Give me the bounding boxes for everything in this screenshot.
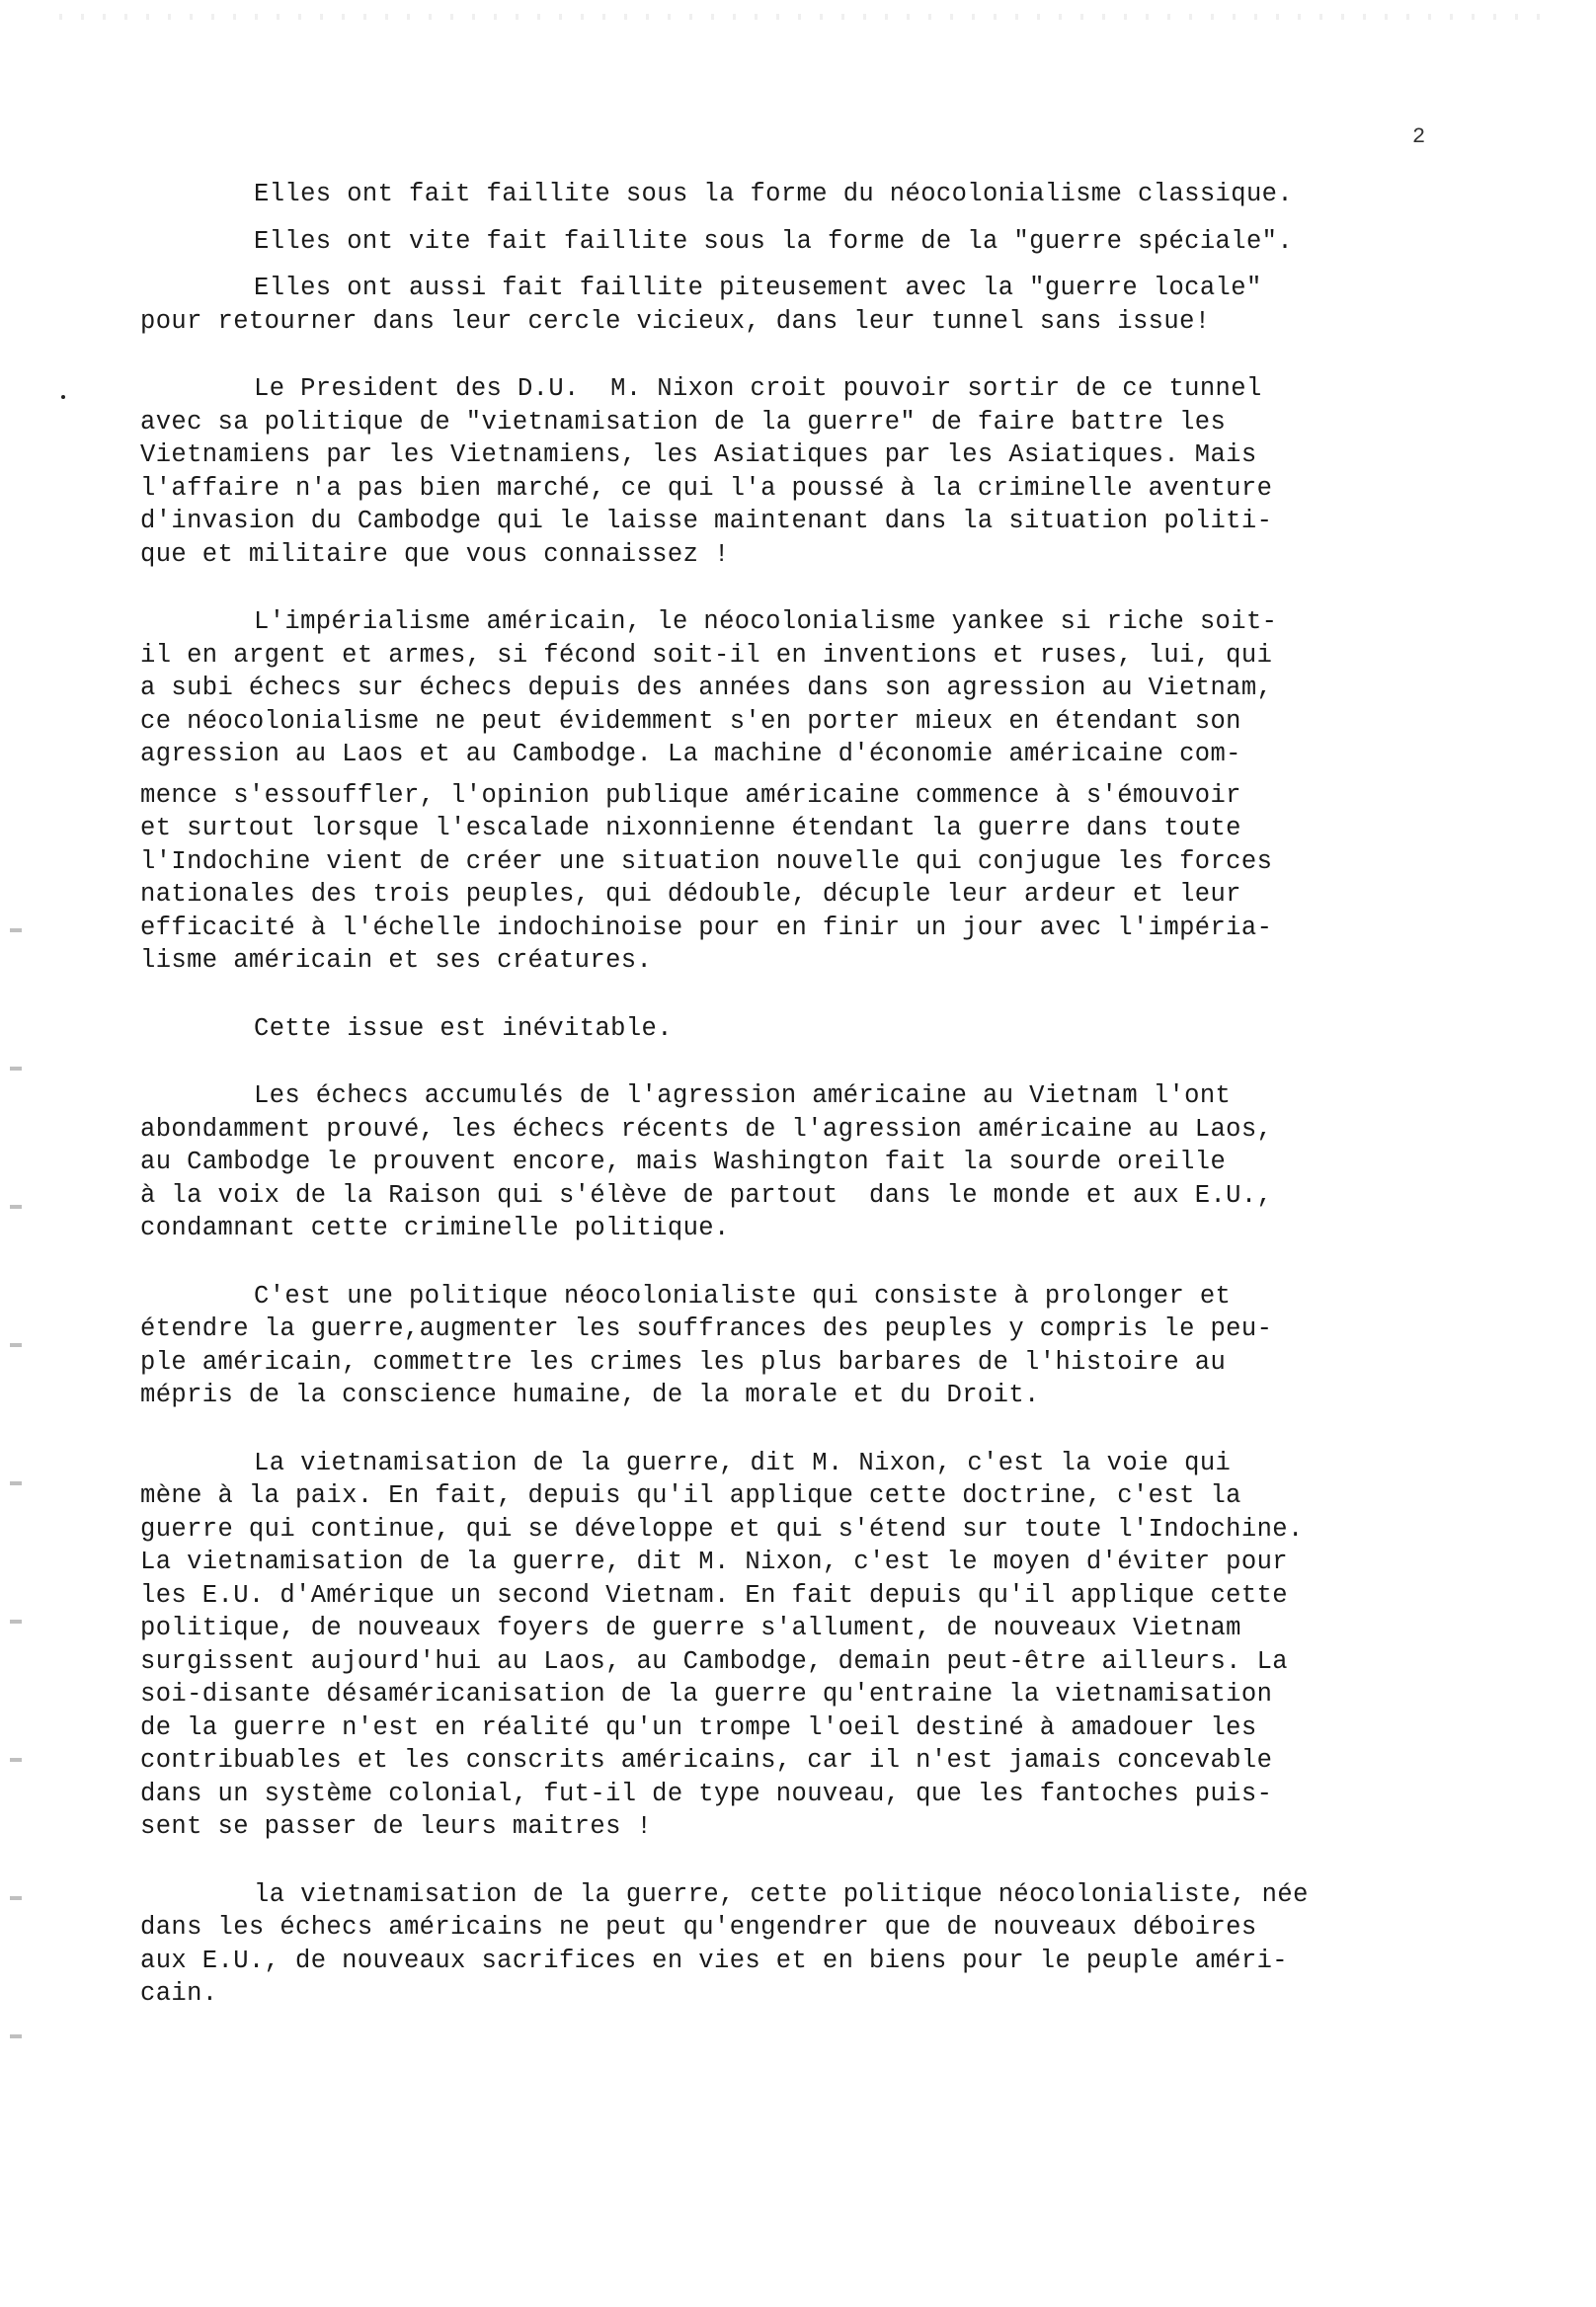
text-line: Elles ont vite fait faillite sous la forme de la "guerre spéciale". xyxy=(254,226,1294,256)
scan-noise xyxy=(59,14,1541,20)
text-line: abondamment prouvé, les échecs récents de l'agression américaine au Laos, xyxy=(140,1114,1273,1144)
text-line: avec sa politique de "vietnamisation de la guerre" de faire battre les xyxy=(140,407,1227,437)
text-line: La vietnamisation de la guerre, dit M. Nixon, c'est la voie qui xyxy=(254,1448,1232,1477)
paragraph xyxy=(140,1079,1493,1245)
text-line: et surtout lorsque l'escalade nixonnienne étendant la guerre dans toute xyxy=(140,814,1241,842)
paragraph-gap xyxy=(229,338,1493,372)
paragraph xyxy=(140,605,1493,978)
text-line: Cette issue est inévitable. xyxy=(254,1013,673,1043)
paragraph-gap xyxy=(229,258,1493,272)
text-line: aux E.U., de nouveaux sacrifices en vies et en biens pour le peuple améri- xyxy=(140,1946,1288,1975)
text-line: l'affaire n'a pas bien marché, ce qui l'a poussé à la criminelle aventure xyxy=(140,473,1273,503)
text-line: sent se passer de leurs maitres ! xyxy=(140,1812,653,1841)
text-line: cain. xyxy=(140,1979,218,2008)
text-line: les E.U. d'Amérique un second Vietnam. En fait depuis qu'il applique cette xyxy=(140,1580,1288,1610)
text-line: Vietnamiens par les Vietnamiens, les Asiatiques par les Asiatiques. Mais xyxy=(140,440,1257,469)
text-line: contribuables et les conscrits américains, car il n'est jamais concevable xyxy=(140,1746,1273,1775)
text-line: pour retourner dans leur cercle vicieux, dans leur tunnel sans issue! xyxy=(140,306,1211,336)
text-line: il en argent et armes, si fécond soit-il en inventions et ruses, lui, qui xyxy=(140,640,1273,670)
text-line: Les échecs accumulés de l'agression américaine au Vietnam l'ont xyxy=(254,1081,1232,1110)
text-line: Le President des D.U. M. Nixon croit pouvoir sortir de ce tunnel xyxy=(254,374,1262,403)
text-line: ple américain, commettre les crimes les plus barbares de l'histoire au xyxy=(140,1347,1227,1377)
text-line: a subi échecs sur échecs depuis des années dans son agression au Vietnam, xyxy=(140,674,1273,702)
text-line: efficacité à l'échelle indochinoise pour en finir un jour avec l'impéria- xyxy=(140,913,1273,942)
text-line: nationales des trois peuples, qui dédouble, décuple leur ardeur et leur xyxy=(140,880,1241,909)
text-line xyxy=(140,771,1493,779)
margin-specks xyxy=(10,839,22,2123)
text-line: lisme américain et ses créatures. xyxy=(140,946,653,975)
text-line: soi-disante désaméricanisation de la guerre qu'entraine la vietnamisation xyxy=(140,1680,1273,1709)
text-line: C'est une politique néocolonialiste qui consiste à prolonger et xyxy=(254,1281,1232,1311)
text-line: La vietnamisation de la guerre, dit M. Nixon, c'est le moyen d'éviter pour xyxy=(140,1548,1288,1576)
text-line: d'invasion du Cambodge qui le laisse maintenant dans la situation politi- xyxy=(140,507,1273,535)
text-line: mène à la paix. En fait, depuis qu'il applique cette doctrine, c'est la xyxy=(140,1481,1241,1510)
paragraph-gap xyxy=(229,978,1493,1012)
text-line: à la voix de la Raison qui s'élève de partout dans le monde et aux E.U., xyxy=(140,1180,1273,1210)
paragraph xyxy=(140,272,1493,338)
page-number: 2 xyxy=(1412,124,1426,149)
text-line: L'impérialisme américain, le néocolonialisme yankee si riche soit- xyxy=(254,607,1278,636)
document-body xyxy=(140,178,1493,2011)
text-line: dans un système colonial, fut-il de type nouveau, que les fantoches puis- xyxy=(140,1779,1273,1808)
text-line: au Cambodge le prouvent encore, mais Washington fait la sourde oreille xyxy=(140,1148,1227,1176)
text-line: que et militaire que vous connaissez ! xyxy=(140,539,730,569)
text-line: étendre la guerre,augmenter les souffrances des peuples y compris le peu- xyxy=(140,1314,1273,1343)
paragraph xyxy=(140,372,1493,571)
text-line: politique, de nouveaux foyers de guerre s'allument, de nouveaux Vietnam xyxy=(140,1614,1241,1642)
paragraph xyxy=(229,225,1493,259)
paragraph-gap xyxy=(229,1045,1493,1079)
text-line: la vietnamisation de la guerre, cette politique néocolonialiste, née xyxy=(254,1879,1309,1909)
text-line: surgissent aujourd'hui au Laos, au Cambodge, demain peut-être ailleurs. La xyxy=(140,1646,1288,1676)
paragraph xyxy=(140,1878,1493,2011)
text-line: agression au Laos et au Cambodge. La machine d'économie américaine com- xyxy=(140,740,1241,768)
text-line: l'Indochine vient de créer une situation nouvelle qui conjugue les forces xyxy=(140,846,1273,876)
text-line: dans les échecs américains ne peut qu'engendrer que de nouveaux déboires xyxy=(140,1913,1257,1942)
paragraph-gap xyxy=(229,1844,1493,1878)
text-line: mépris de la conscience humaine, de la morale et du Droit. xyxy=(140,1381,1040,1409)
text-line: ce néocolonialisme ne peut évidemment s'en porter mieux en étendant son xyxy=(140,706,1241,736)
text-line: mence s'essouffler, l'opinion publique américaine commence à s'émouvoir xyxy=(140,780,1241,810)
text-line: Elles ont fait faillite sous la forme du néocolonialisme classique. xyxy=(254,180,1294,208)
text-line: de la guerre n'est en réalité qu'un trompe l'oeil destiné à amadouer les xyxy=(140,1712,1257,1742)
paragraph-gap xyxy=(229,1245,1493,1280)
paragraph xyxy=(229,178,1493,211)
paragraph-gap xyxy=(229,571,1493,605)
paragraph xyxy=(229,1012,1493,1046)
paragraph-gap xyxy=(229,1412,1493,1447)
text-line: condamnant cette criminelle politique. xyxy=(140,1214,730,1242)
text-line: guerre qui continue, qui se développe et qui s'étend sur toute l'Indochine. xyxy=(140,1514,1304,1544)
paragraph-gap xyxy=(229,211,1493,225)
text-line: Elles ont aussi fait faillite piteusement avec la "guerre locale" xyxy=(254,274,1262,302)
paragraph xyxy=(140,1280,1493,1412)
paragraph xyxy=(140,1447,1493,1844)
margin-dot xyxy=(61,395,65,399)
